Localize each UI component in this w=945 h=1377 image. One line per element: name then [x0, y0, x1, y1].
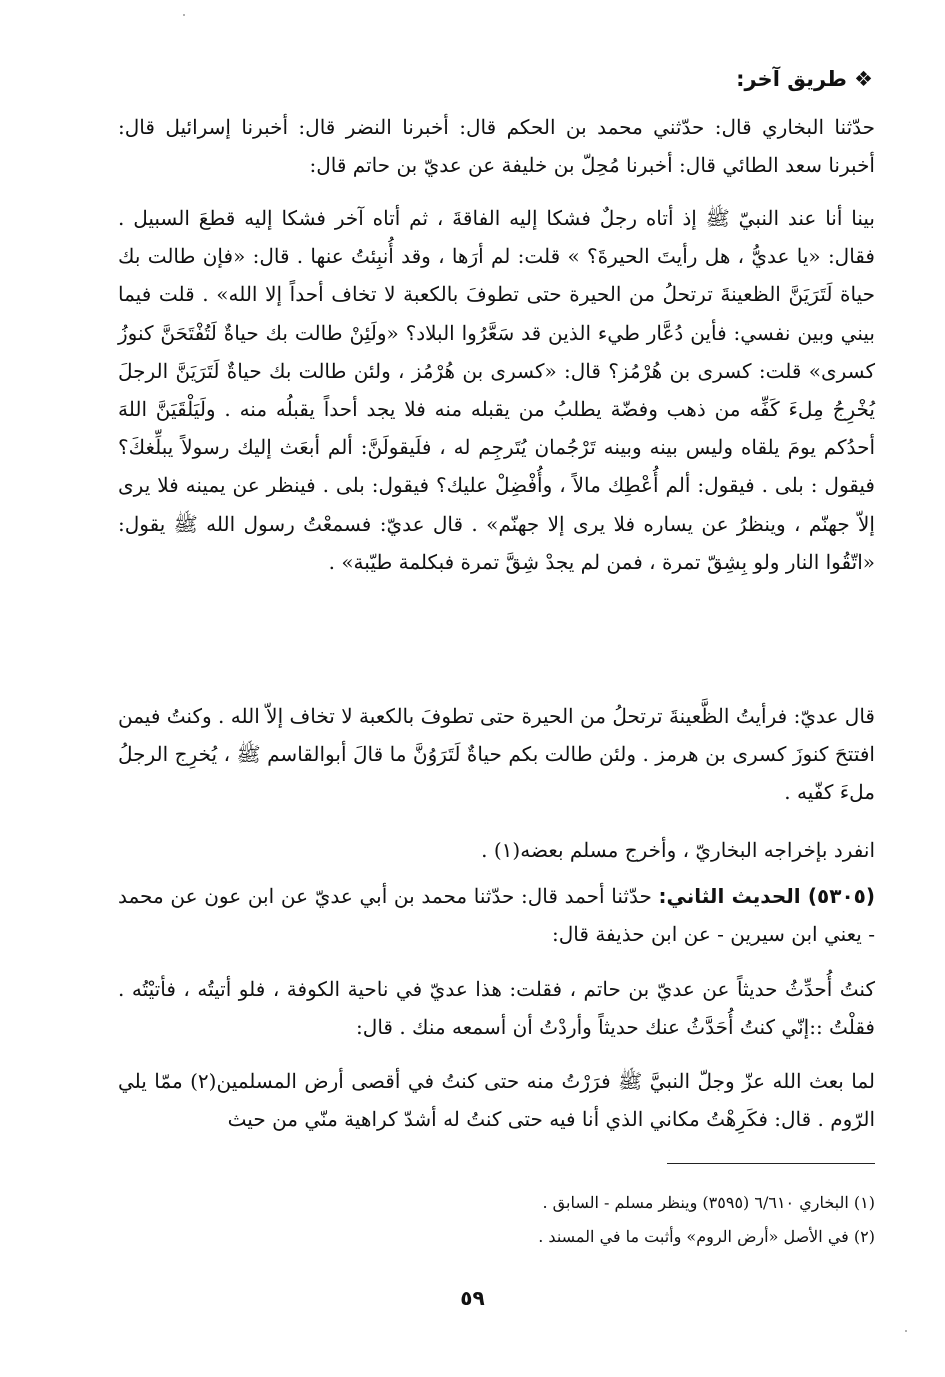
paragraph-hadith-text: بينا أنا عند النبيّ ﷺ إذ أتاه رجلٌ فشكا إليه الفاقةَ ، ثم أتاه آخر فشكا إليه قطعَ السبيل . فقال: «يا عديُّ ، هل رأيتَ الحيرةَ؟ » قلت: لم أرَها ، وقد أُنبِئتُ عنها . قال: «فإن طالت بك حياة لَتَرَيَنَّ الظعينةَ ترتحلُ من الحيرة حتى تطوفَ بالكعبة لا تخاف أحداً إلا الله» . قلت فيما بيني وبين نفسي: فأين دُعَّار طيء الذين قد سَعَّرُوا البلاد؟ «ولَئِنْ طالت بك حياةٌ لَتُفْتَحَنَّ كنوزُ كسرى» قلت: كسرى بن هُرْمُز؟ قال: «كسرى بن هُرْمُز ، ولئن طالت بك حياةٌ لَتَرَيَنَّ الرجلَ يُخْرِجُ مِلءَ كَفِّه من ذهب وفضّة يطلبُ من يقبله منه فلا يجد أحداً يقبلُه منه . ولَيَلْقَيَنَّ اللهَ أحدُكم يومَ يلقاه وليس بينه وبينه تَرْجُمان يُتَرجِم له ، فلَيقولَنَّ: ألم أبعَث إليك رسولاً يبلِّغكَ؟ فيقول : بلى . فيقول: ألم أُعْطِك مالاً ، وأُفْضِلْ عليك؟ فيقول: بلى . فينظر عن يمينه فلا يرى إلاّ جهنّم ، وينظرُ عن يساره فلا يرى إلا جهنّم» . قال عديّ: فسمعْتُ رسول الله ﷺ يقول: «اتّقُوا النار ولو بِشِقّ تمرة ، فمن لم يجدْ شِقَّ تمرة فبكلمة طيّبة» .: [118, 206, 875, 574]
paragraph-isnad: حدّثنا البخاري قال: حدّثني محمد بن الحكم قال: أخبرنا النضر قال: أخبرنا إسرائيل قال: أخبرنا سعد الطائي قال: أخبرنا مُحِلّ بن خليفة عن عديّ بن حاتم قال:: [118, 115, 875, 178]
paragraph-second-hadith: [118, 877, 875, 967]
page-number: ٥٩: [460, 1286, 485, 1310]
hadith-number-label: (٥٣٠٥) الحديث الثاني:: [658, 884, 875, 908]
second-hadith-isnad: حدّثنا أحمد قال: حدّثنا محمد بن أبي عديّ عن ابن عون عن محمد - يعني ابن سيرين - عن ابن حذيفة قال:: [118, 884, 875, 947]
paragraph-adi-narration: لما بعث الله عزّ وجلّ النبيَّ ﷺ فرَرْتُ منه حتى كنتُ في أقصى أرض المسلمين(٢) ممّا يلي الرّوم . قال: فكَرِهْتُ مكاني الذي أنا فيه حتى كنتُ له أشدّ كراهية منّي من حيث: [118, 1069, 875, 1132]
paragraph-ibn-hudhayfa: كنتُ أُحدِّثُ حديثاً عن عديّ بن حاتم ، فقلت: هذا عديّ في ناحية الكوفة ، فلو أتيتُه ، فأتيْتُه . فقلْتُ ::إنّي كنتُ أُحَدَّثُ عنك حديثاً وأردْتُ أن أسمعه منك . قال:: [118, 977, 875, 1040]
scan-speck: [183, 14, 185, 16]
footnote-separator: [667, 1163, 875, 1164]
footnote-1: (١) البخاري ٦/٦١٠ (٣٥٩٥) وينظر مسلم - السابق .: [542, 1193, 875, 1212]
footnote-2: (٢) في الأصل «أرض الروم» وأثبت ما في المسند .: [538, 1227, 875, 1246]
paragraph-adi-statement: قال عديّ: فرأيتُ الظَّعينةَ ترتحلُ من الحيرة حتى تطوفَ بالكعبة لا تخاف إلاّ الله . وكنتُ فيمن افتتحَ كنوزَ كسرى بن هرمز . ولئن طالت بكم حياةٌ لَتَرَوُنَّ ما قالَ أبوالقاسم ﷺ ، يُخرِج الرجلُ ملءَ كفّيه .: [118, 704, 875, 805]
scan-speck: [905, 1330, 907, 1332]
section-heading: ❖ طريق آخر:: [736, 67, 873, 91]
paragraph-infarada: انفرد بإخراجه البخاريّ ، وأخرج مسلم بعضه(١) .: [481, 838, 875, 862]
